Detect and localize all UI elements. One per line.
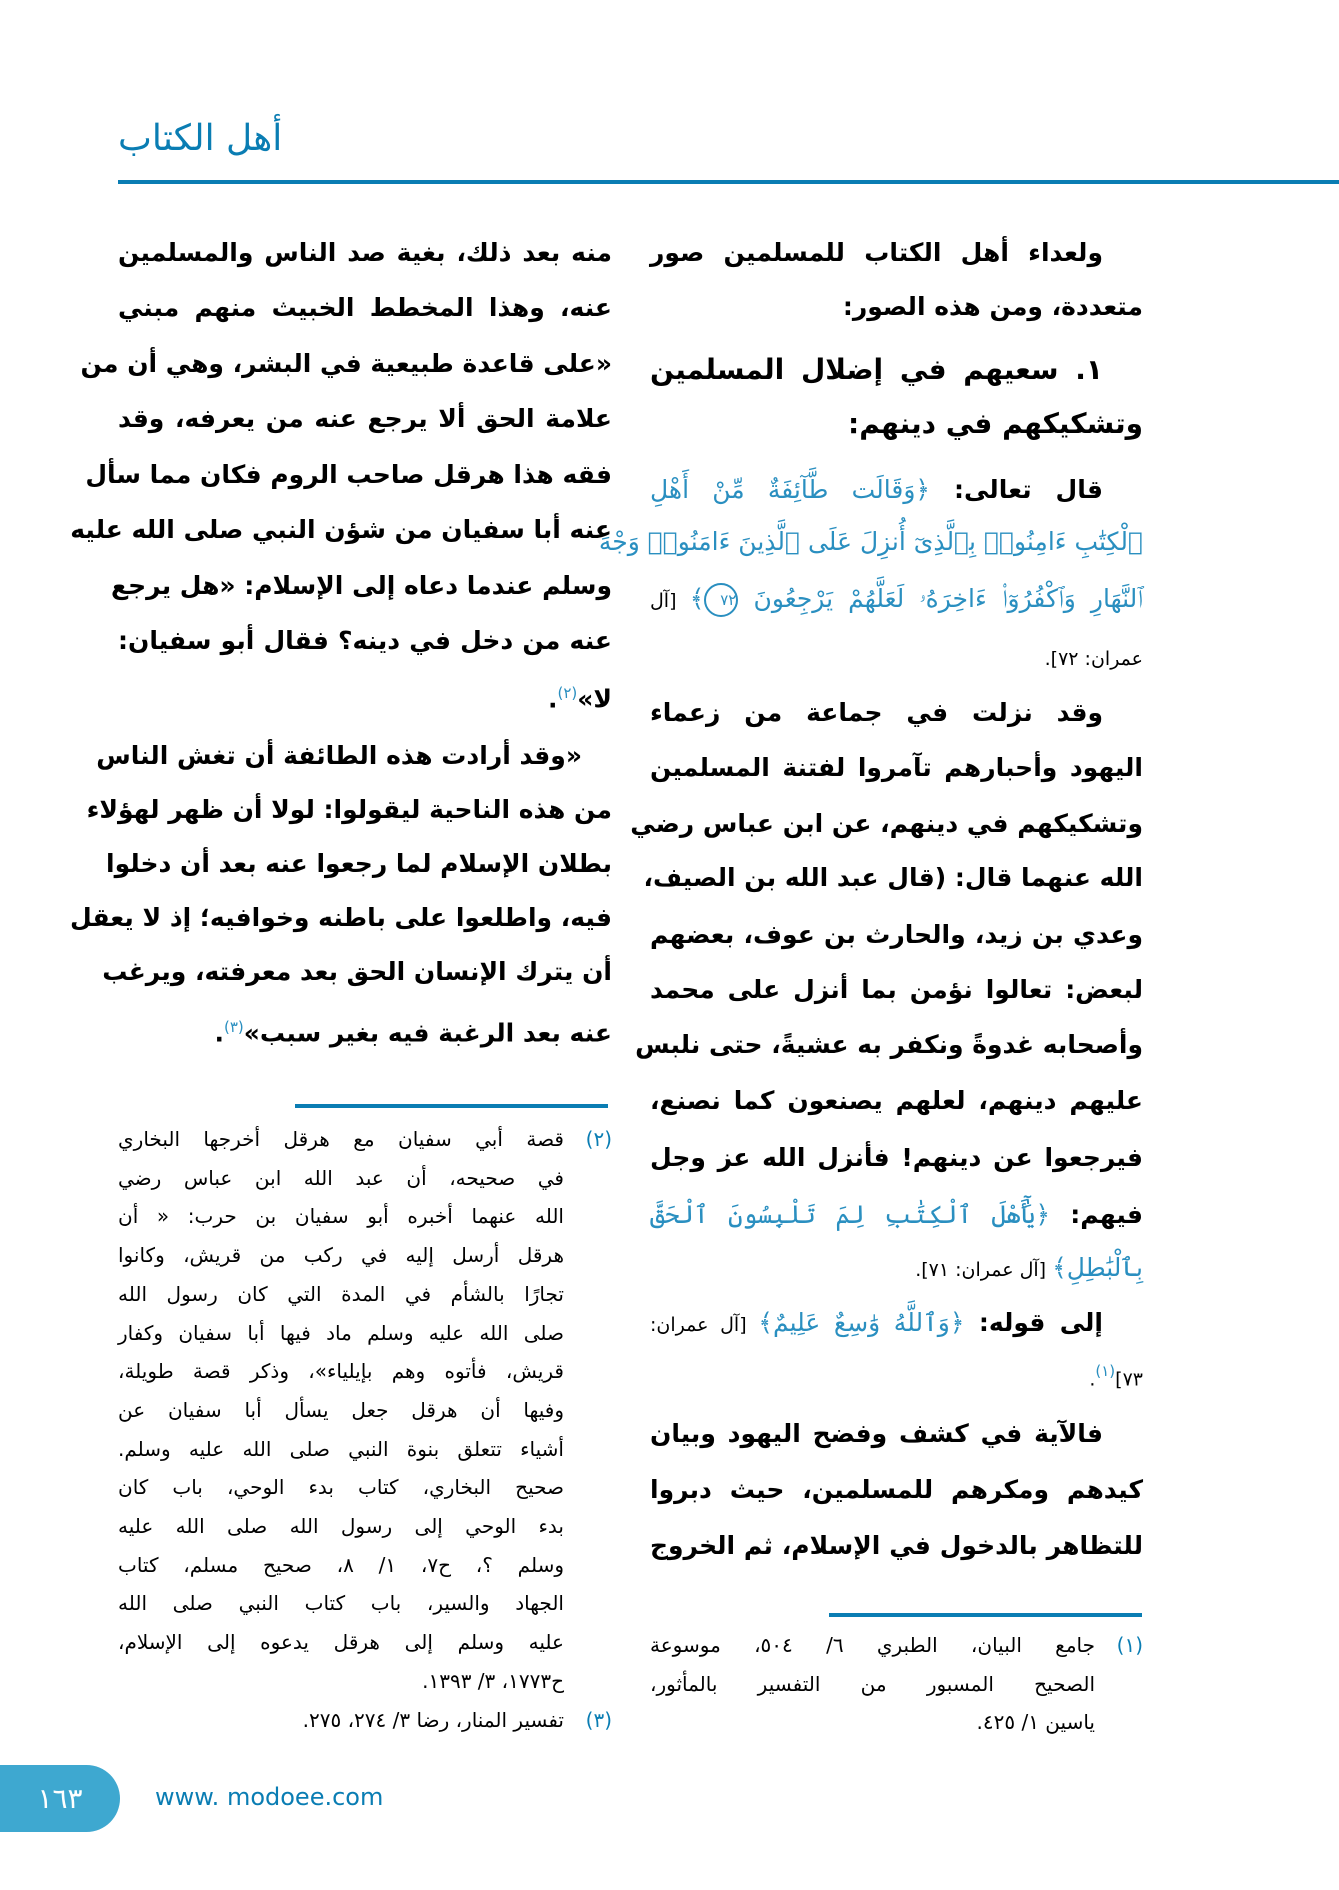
footnote-text: ياسين ١/ ٤٢٥. (976, 1710, 1095, 1735)
footnote-text: قريش، فأتوه وهم بإيلياء»، وذكر قصة طويلة، (118, 1359, 564, 1384)
text-line: عنه، وهذا المخطط الخبيث منهم مبني (118, 293, 612, 322)
footnote-line (650, 1627, 1143, 1663)
header-divider (118, 180, 1339, 184)
text-span: ٧٣] (1115, 1368, 1143, 1391)
text-line: الله عنهما قال: (قال عبد الله بن الصيف، (643, 863, 1143, 892)
text-line: كيدهم ومكرهم للمسلمين، حيث دبروا (650, 1475, 1143, 1504)
footnote-text: الجهاد والسير، باب كتاب النبي صلى الله (118, 1591, 564, 1616)
ayah-number: ٧٢ (704, 583, 738, 617)
footnote-number: (٣) (585, 1707, 612, 1732)
footnote-line (118, 1160, 612, 1196)
text-line: أن يترك الإنسان الحق بعد معرفته، ويرغب (102, 957, 612, 986)
text-span: [آل عمران: ٧١]. (915, 1259, 1053, 1281)
text-span: لا» (577, 684, 612, 714)
text-line (650, 1346, 1143, 1396)
text-line: من هذه الناحية ليقولوا: لولا أن ظهر لهؤلاء (86, 795, 612, 824)
text-line: وأصحابه غدوةً ونكفر به عشيةً، حتى نلبس (635, 1030, 1143, 1059)
footnote-line (118, 1237, 612, 1273)
quran-verse-text: ٱلْكِتَٰبِ ءَامِنُوا۟ بِٱلَّذِىٓ أُنزِلَ عَلَى ٱلَّذِينَ ءَامَنُوا۟ وَجْهَ (598, 527, 1143, 556)
footnote-reference[interactable]: (٣) (223, 1018, 244, 1036)
text-line (650, 465, 1103, 515)
footnote-number: (٢) (585, 1127, 612, 1151)
text-line (118, 668, 612, 718)
text-span: . (1089, 1368, 1096, 1391)
text-line (650, 1190, 1143, 1240)
footnote-line (118, 1624, 612, 1660)
text-span: . (547, 684, 558, 714)
quran-verse-text: بِٱلْبَٰطِلِ﴾ (1052, 1253, 1143, 1282)
footnote-line (118, 1392, 612, 1428)
text-line: منه بعد ذلك، بغية صد الناس والمسلمين (118, 238, 612, 267)
text-line: بطلان الإسلام لما رجعوا عنه بعد أن دخلوا (106, 849, 612, 878)
footnote-line (118, 1276, 612, 1312)
footnote-text: في صحيحه، أن عبد الله ابن عباس رضي (118, 1165, 564, 1190)
footnote-text: صحيح البخاري، كتاب بدء الوحي، باب كان (118, 1475, 564, 1500)
footnote-line (118, 1353, 612, 1389)
text-line: للتظاهر بالدخول في الإسلام، ثم الخروج (650, 1531, 1143, 1560)
footnote-divider (295, 1104, 608, 1108)
footnote-text: تفسير المنار، رضا ٣/ ٢٧٤، ٢٧٥. (302, 1707, 564, 1732)
footnote-number: (١) (1116, 1633, 1143, 1657)
quran-verse-text: ﴿وَٱللَّهُ وَٰسِعٌ عَلِيمٌ﴾ (758, 1308, 965, 1337)
text-line: وعدي بن زيد، والحارث بن عوف، بعضهم (650, 920, 1143, 949)
text-line (118, 1002, 612, 1052)
text-line (598, 517, 1143, 567)
text-line: عليهم دينهم، لعلهم يصنعون كما نصنع، (650, 1086, 1143, 1115)
footnote-text: ح١٧٧٣، ٣/ ١٣٩٣. (422, 1668, 564, 1693)
text-line: فيرجعوا عن دينهم! فأنزل الله عز وجل (650, 1143, 1143, 1172)
footnote-text: تجارًا بالشأم في المدة التي كان رسول الله (118, 1281, 564, 1306)
text-span: قال تعالى: (930, 475, 1103, 504)
footnote-line (118, 1315, 612, 1351)
running-header-title: أهل الكتاب (118, 118, 283, 159)
footnote-text: بدء الوحي إلى رسول الله صلى الله عليه (118, 1514, 564, 1538)
footnote-line (118, 1198, 612, 1234)
footnote-line (118, 1121, 612, 1157)
footnote-text: وسلم ؟، ح٧، ١/ ٨، صحيح مسلم، كتاب (118, 1552, 565, 1577)
footnote-text: وفيها أن هرقل جعل يسأل أبا سفيان عن (118, 1397, 564, 1422)
text-line: فيه، واطلعوا على باطنه وخوافيه؛ إذ لا يعقل (70, 903, 612, 932)
text-line: ١. سعيهم في إضلال المسلمين (650, 353, 1103, 386)
text-line: عنه أبا سفيان من شؤن النبي صلى الله عليه (70, 515, 612, 544)
quran-verse-text: ٱلنَّهَارِ وَٱكْفُرُوٓا۟ ءَاخِرَهُۥ لَعَلَّهُمْ يَرْجِعُونَ (738, 584, 1143, 613)
text-line: «وقد أرادت هذه الطائفة أن تغش الناس (96, 741, 582, 770)
quran-verse-text: ﴿وَقَالَت طَّآئِفَةٌ مِّنْ أَهْلِ (650, 475, 931, 504)
text-span: إلى قوله: (964, 1308, 1104, 1337)
page-number-badge: ١٦٣ (0, 1765, 120, 1832)
text-line: وسلم عندما دعاه إلى الإسلام: «هل يرجع (111, 571, 612, 600)
text-line: ولعداء أهل الكتاب للمسلمين صور (650, 238, 1103, 267)
footnote-text: الصحيح المسبور من التفسير بالمأثور، (650, 1671, 1095, 1696)
text-line (650, 1298, 1103, 1348)
text-line (650, 1243, 1143, 1293)
quran-verse-text: ﴾ (689, 584, 705, 613)
footnote-line (118, 1663, 612, 1699)
footnote-line (118, 1431, 612, 1467)
footnote-text: جامع البيان، الطبري ٦/ ٥٠٤، موسوعة (650, 1633, 1095, 1657)
footnote-line (650, 1704, 1143, 1740)
text-span: [آل (650, 590, 690, 612)
text-line: «على قاعدة طبيعية في البشر، وهي أن من (80, 349, 612, 378)
footnote-line (118, 1585, 612, 1621)
footnote-text: الله عنهما أخبره أبو سفيان بن حرب: « أن (118, 1204, 564, 1229)
quran-verse-text: ﴿يَٰٓأَهْلَ ٱلْكِتَٰبِ لِمَ تَلْبِسُونَ ٱلْحَقَّ (650, 1200, 1051, 1229)
footnote-line (118, 1469, 612, 1505)
footnote-line (118, 1702, 612, 1738)
text-line: وتشكيكهم في دينهم: (848, 407, 1143, 440)
text-line: فقه هذا هرقل صاحب الروم فكان مما سأل (85, 460, 612, 489)
text-line: لبعض: تعالوا نؤمن بما أنزل على محمد (650, 975, 1143, 1004)
footnote-divider (829, 1613, 1142, 1617)
footnote-text: صلى الله عليه وسلم ماد فيها أبا سفيان وكفار (118, 1320, 564, 1345)
website-link[interactable]: www. modoee.com (155, 1783, 384, 1811)
text-span: . (214, 1018, 224, 1048)
footnote-line (118, 1508, 612, 1544)
text-line: عنه من دخل في دينه؟ فقال أبو سفيان: (118, 626, 612, 655)
footnote-reference[interactable]: (١) (1095, 1362, 1116, 1380)
text-span: عنه بعد الرغبة فيه بغير سبب» (243, 1018, 612, 1048)
text-line: فالآية في كشف وفضح اليهود وبيان (650, 1419, 1103, 1448)
text-line: وقد نزلت في جماعة من زعماء (650, 698, 1103, 727)
text-span: عمران: ٧٢]. (1044, 648, 1143, 670)
footnote-text: عليه وسلم إلى هرقل يدعوه إلى الإسلام، (118, 1630, 564, 1655)
footnote-line (118, 1547, 612, 1583)
footnote-text: هرقل أرسل إليه في ركب من قريش، وكانوا (118, 1243, 564, 1268)
text-span: [آل عمران: (650, 1314, 759, 1336)
text-line (650, 574, 1143, 624)
text-line: اليهود وأحبارهم تآمروا لفتنة المسلمين (650, 753, 1143, 782)
footnote-text: أشياء تتعلق بنوة النبي صلى الله عليه وسلم. (118, 1436, 564, 1461)
text-line: وتشكيكهم في دينهم، عن ابن عباس رضي (630, 809, 1143, 838)
text-line: متعددة، ومن هذه الصور: (842, 292, 1143, 321)
text-span: فيهم: (1050, 1200, 1143, 1229)
footnote-text: قصة أبي سفيان مع هرقل أخرجها البخاري (118, 1127, 564, 1151)
text-line (650, 632, 1143, 682)
text-line: علامة الحق ألا يرجع عنه من يعرفه، وقد (118, 404, 612, 433)
footnote-line (650, 1666, 1143, 1702)
footnote-reference[interactable]: (٢) (557, 684, 578, 702)
